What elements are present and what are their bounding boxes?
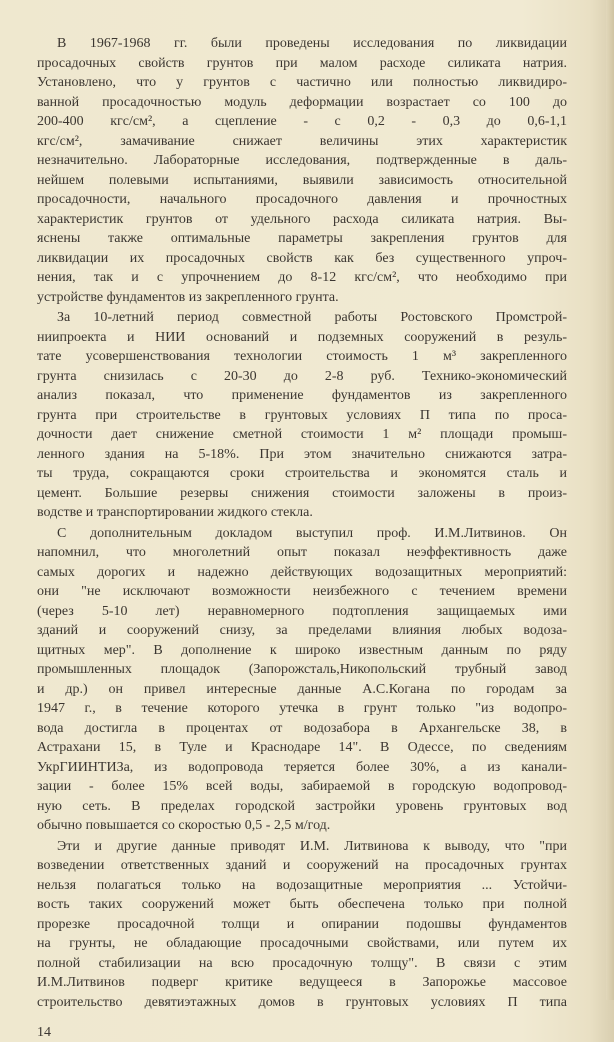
text-line: грунта при строительстве в грунтовых условиях П типа по проса-: [37, 407, 567, 423]
text-line: яснены также оптимальные параметры закрепления грунтов для: [37, 231, 567, 246]
text-line: устройстве фундаментов из закрепленного грунта.: [37, 289, 339, 305]
text-line: цемент. Большие резервы снижения стоимости заложены в произ-: [37, 485, 567, 501]
text-line: самых дорогих и надежно действующих водозащитных мероприятий:: [37, 564, 567, 580]
text-line: ликвидации их просадочных свойств как без существенного упроч-: [37, 250, 567, 266]
text-line: они "не исключают возможности неизбежного с течением времени: [37, 584, 567, 599]
text-line: (через 5-10 лет) неравномерного подтопления защищаемых ими: [37, 603, 567, 619]
text-line: нельзя полагаться только на водозащитные мероприятия ... Устойчи-: [37, 877, 567, 893]
text-line: В 1967-1968 гг. были проведены исследования по ликвидации: [57, 36, 567, 51]
text-line: За 10-летний период совместной работы Ростовского Промстрой-: [57, 310, 567, 325]
text-line: Астрахани 15, в Туле и Краснодаре 14". В Одессе, по сведениям: [37, 740, 567, 755]
text-line: ную сеть. В пределах городской застройки уровень грунтовых вод: [37, 798, 567, 814]
text-line: тате усовершенствования технологии стоимость 1 м³ закрепленного: [37, 349, 567, 364]
paragraph: [37, 837, 567, 1013]
text-line: ленного здания на 5-18%. При этом значительно снижаются затра-: [37, 446, 567, 462]
text-line: нения, так и с упрочнением до 8-12 кгс/см², что необходимо при: [37, 270, 567, 285]
text-line: строительство девятиэтажных домов в грунтовых условиях П типа: [37, 994, 567, 1010]
text-line: 1947 г., в течение которого утечка в грунт только "из водопро-: [37, 701, 567, 716]
text-line: Эти и другие данные приводят И.М. Литвинова к выводу, что "при: [57, 838, 567, 854]
text-line: И.М.Литвинов подверг критике ведущееся в Запорожье массовое: [37, 975, 567, 990]
page-number: 14: [37, 1025, 51, 1040]
text-line: возведении ответственных зданий и сооружений на просадочных грунтах: [37, 858, 567, 873]
text-line: щитных мер". В дополнение к широко известным данным по ряду: [37, 642, 567, 658]
document-body: [37, 34, 567, 1012]
text-line: вость таких сооружений может быть обеспечена только при полной: [37, 897, 567, 912]
paragraph: [37, 524, 567, 836]
text-line: полной стабилизации на всю просадочную толщу". В связи с этим: [37, 955, 567, 971]
text-line: зданий и сооружений снизу, за пределами влияния любых водоза-: [37, 623, 567, 638]
text-line: анализ показал, что применение фундаментов из закрепленного: [37, 388, 567, 403]
text-line: 200-400 кгс/см², а сцепление - с 0,2 - 0,3 до 0,6-1,1: [37, 114, 567, 129]
paragraph: [37, 308, 567, 523]
text-line: ты труда, сокращаются сроки строительства и экономятся сталь и: [37, 466, 567, 481]
text-line: С дополнительным докладом выступил проф. И.М.Литвинов. Он: [57, 525, 567, 541]
page-content: [37, 34, 567, 1042]
text-line: напомнил, что многолетний опыт показал неэффективность даже: [37, 545, 567, 560]
text-line: ниипроекта и НИИ оснований и подземных сооружений в резуль-: [37, 329, 567, 345]
text-line: Установлено, что у грунтов с частично или полностью ликвидиро-: [37, 75, 567, 90]
text-line: грунта снизилась с 20-30 до 2-8 руб. Технико-экономический: [37, 368, 567, 384]
text-line: и др.) он привел интересные данные А.С.Когана по городам за: [37, 681, 567, 697]
text-line: просадочности, начального просадочного давления и прочностных: [37, 192, 567, 207]
page-edge-shadow: [606, 0, 614, 1000]
text-line: дочности дает снижение сметной стоимости 1 м² площади промыш-: [37, 427, 567, 442]
paragraph: [37, 34, 567, 307]
text-line: обычно повышается со скоростью 0,5 - 2,5 м/год.: [37, 818, 331, 833]
text-line: на грунты, не обладающие просадочными свойствами, или путем их: [37, 936, 567, 951]
text-line: прорезке просадочной толщи и опирании подошвы фундаментов: [37, 916, 567, 932]
text-line: зации - более 15% всей воды, забираемой в городскую водопровод-: [37, 779, 567, 794]
text-line: кгс/см², замачивание снижает величины этих характеристик: [37, 133, 567, 149]
text-line: нейшем полевыми испытаниями, выявили зависимость относительной: [37, 172, 567, 188]
text-line: промышленных площадок (Запорожсталь,Никопольский трубный завод: [37, 662, 567, 677]
text-line: водстве и транспортировании жидкого стекла.: [37, 505, 313, 520]
text-line: незначительно. Лабораторные исследования, подтвержденные в даль-: [37, 153, 567, 168]
text-line: УкрГИИНТИЗа, из водопровода теряется более 30%, а из канали-: [37, 759, 567, 775]
text-line: ванной просадочностью модуль деформации возрастает со 100 до: [37, 94, 567, 110]
text-line: характеристик грунтов от удельного расхода силиката натрия. Вы-: [37, 211, 567, 227]
text-line: вода достигла в процентах от водозабора в Архангельске 38, в: [37, 720, 567, 736]
text-line: просадочных свойств грунтов при малом расходе силиката натрия.: [37, 55, 567, 71]
